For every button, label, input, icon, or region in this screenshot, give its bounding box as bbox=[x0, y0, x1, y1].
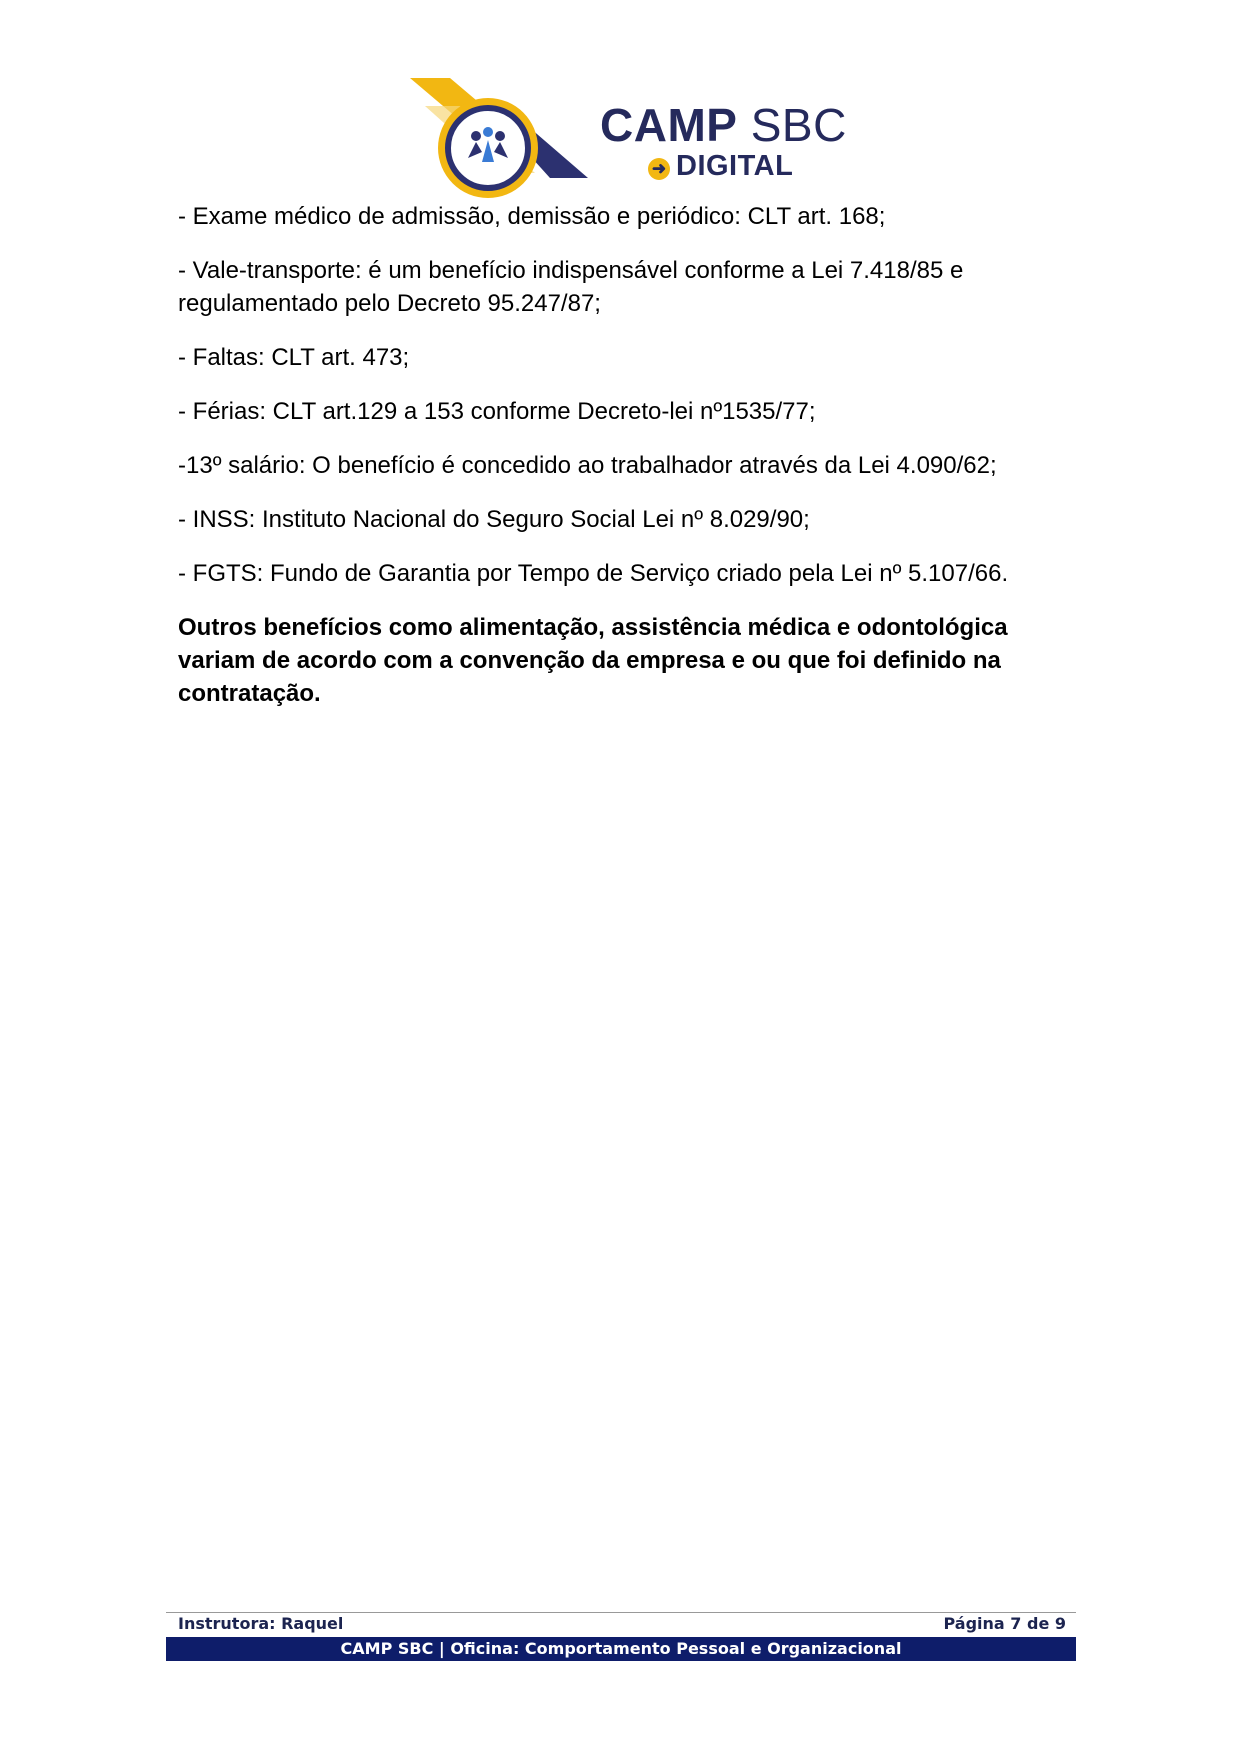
logo-subtitle: DIGITAL bbox=[676, 150, 794, 182]
footer-divider bbox=[166, 1612, 1076, 1613]
logo-brand-bold: CAMP bbox=[600, 99, 738, 151]
footer-band: CAMP SBC | Oficina: Comportamento Pessoal e Organizacional bbox=[166, 1637, 1076, 1661]
logo-brand-light: SBC bbox=[750, 99, 847, 151]
paragraph-fgts: - FGTS: Fundo de Garantia por Tempo de Serviço criado pela Lei nº 5.107/66. bbox=[178, 560, 1009, 587]
paragraph-faltas: - Faltas: CLT art. 473; bbox=[178, 344, 410, 371]
paragraph-outros-beneficios: Outros benefícios como alimentação, assistência médica e odontológica variam de acordo com a convenção da empresa e ou que foi definido na contratação. bbox=[178, 614, 1008, 707]
document-body bbox=[178, 200, 1078, 731]
paragraph-inss: - INSS: Instituto Nacional do Seguro Social Lei nº 8.029/90; bbox=[178, 506, 810, 533]
paragraph-13-salario: -13º salário: O benefício é concedido ao trabalhador através da Lei 4.090/62; bbox=[178, 452, 997, 479]
arrow-right-circle-icon: ➜ bbox=[648, 158, 670, 180]
paragraph-ferias: - Férias: CLT art.129 a 153 conforme Decreto-lei nº1535/77; bbox=[178, 398, 816, 425]
footer-instructor: Instrutora: Raquel bbox=[178, 1614, 344, 1633]
paragraph-exame-medico: - Exame médico de admissão, demissão e periódico: CLT art. 168; bbox=[178, 203, 886, 230]
paragraph-vale-transporte: - Vale-transporte: é um benefício indispensável conforme a Lei 7.418/85 e regulamentado pelo Decreto 95.247/87; bbox=[178, 257, 964, 317]
footer-page-number: Página 7 de 9 bbox=[943, 1614, 1066, 1633]
logo-title bbox=[600, 98, 847, 152]
